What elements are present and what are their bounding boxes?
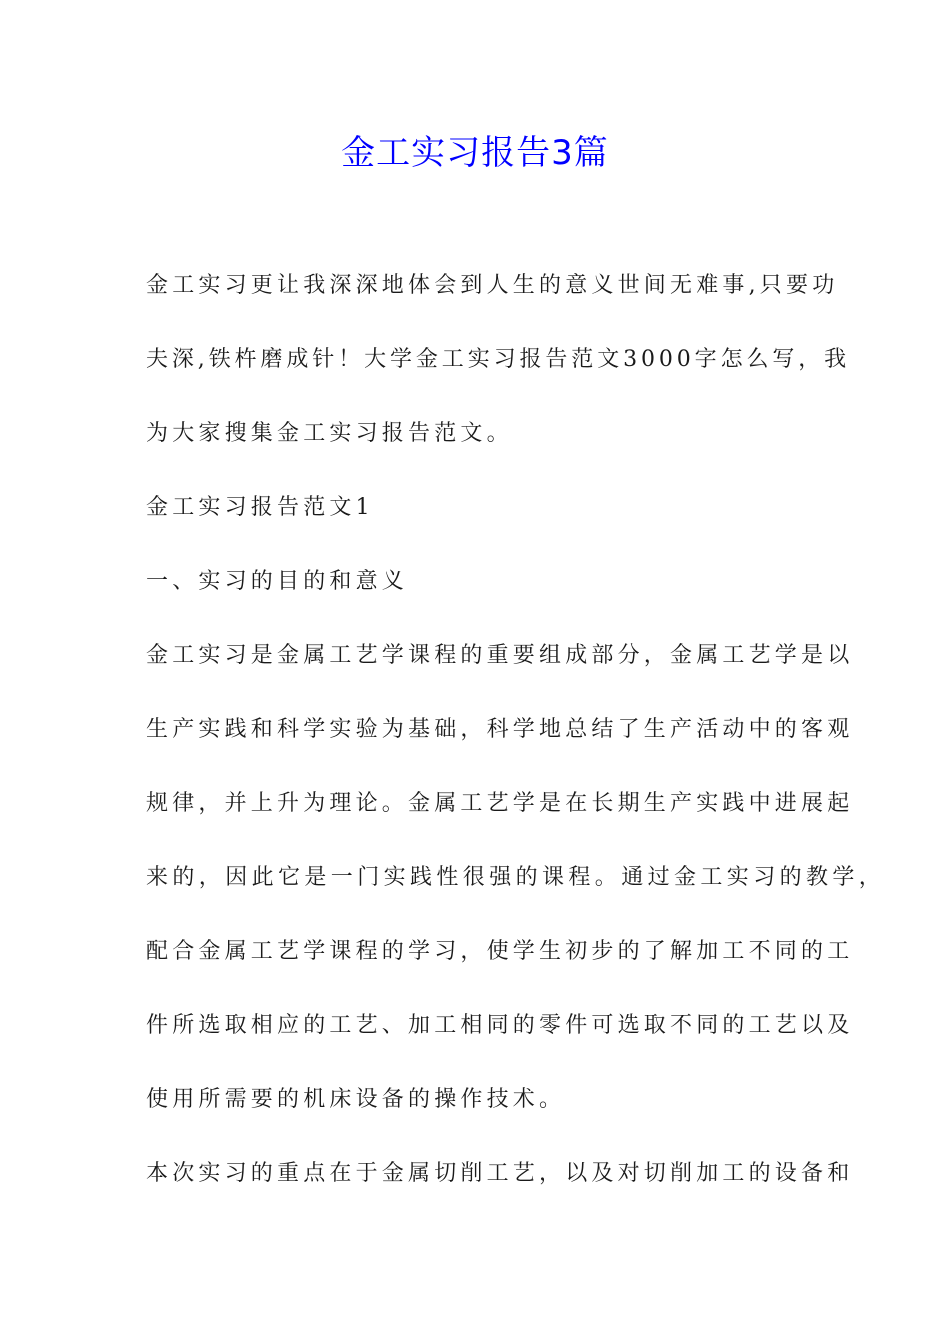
paragraph-line: 来的，因此它是一门实践性很强的课程。通过金工实习的教学， [146,865,886,890]
paragraph-line: 夫深,铁杵磨成针！大学金工实习报告范文3000字怎么写，我 [146,347,851,372]
paragraph-line: 金工实习更让我深深地体会到人生的意义世间无难事,只要功 [146,273,839,298]
section-heading: 金工实习报告范文1 [146,495,374,520]
document-body [146,264,886,1226]
section-heading: 一、实习的目的和意义 [146,569,409,594]
paragraph-line: 本次实习的重点在于金属切削工艺，以及对切削加工的设备和 [146,1161,854,1186]
paragraph-line: 配合金属工艺学课程的学习，使学生初步的了解加工不同的工 [146,939,854,964]
paragraph-line: 件所选取相应的工艺、加工相同的零件可选取不同的工艺以及 [146,1013,854,1038]
document-title: 金工实习报告3篇 [341,133,609,173]
paragraph-line: 金工实习是金属工艺学课程的重要组成部分，金属工艺学是以 [146,643,854,668]
paragraph-line: 为大家搜集金工实习报告范文。 [146,421,513,446]
paragraph-line: 使用所需要的机床设备的操作技术。 [146,1087,566,1112]
paragraph-line: 规律，并上升为理论。金属工艺学是在长期生产实践中进展起 [146,791,854,816]
paragraph-line: 生产实践和科学实验为基础，科学地总结了生产活动中的客观 [146,717,854,742]
